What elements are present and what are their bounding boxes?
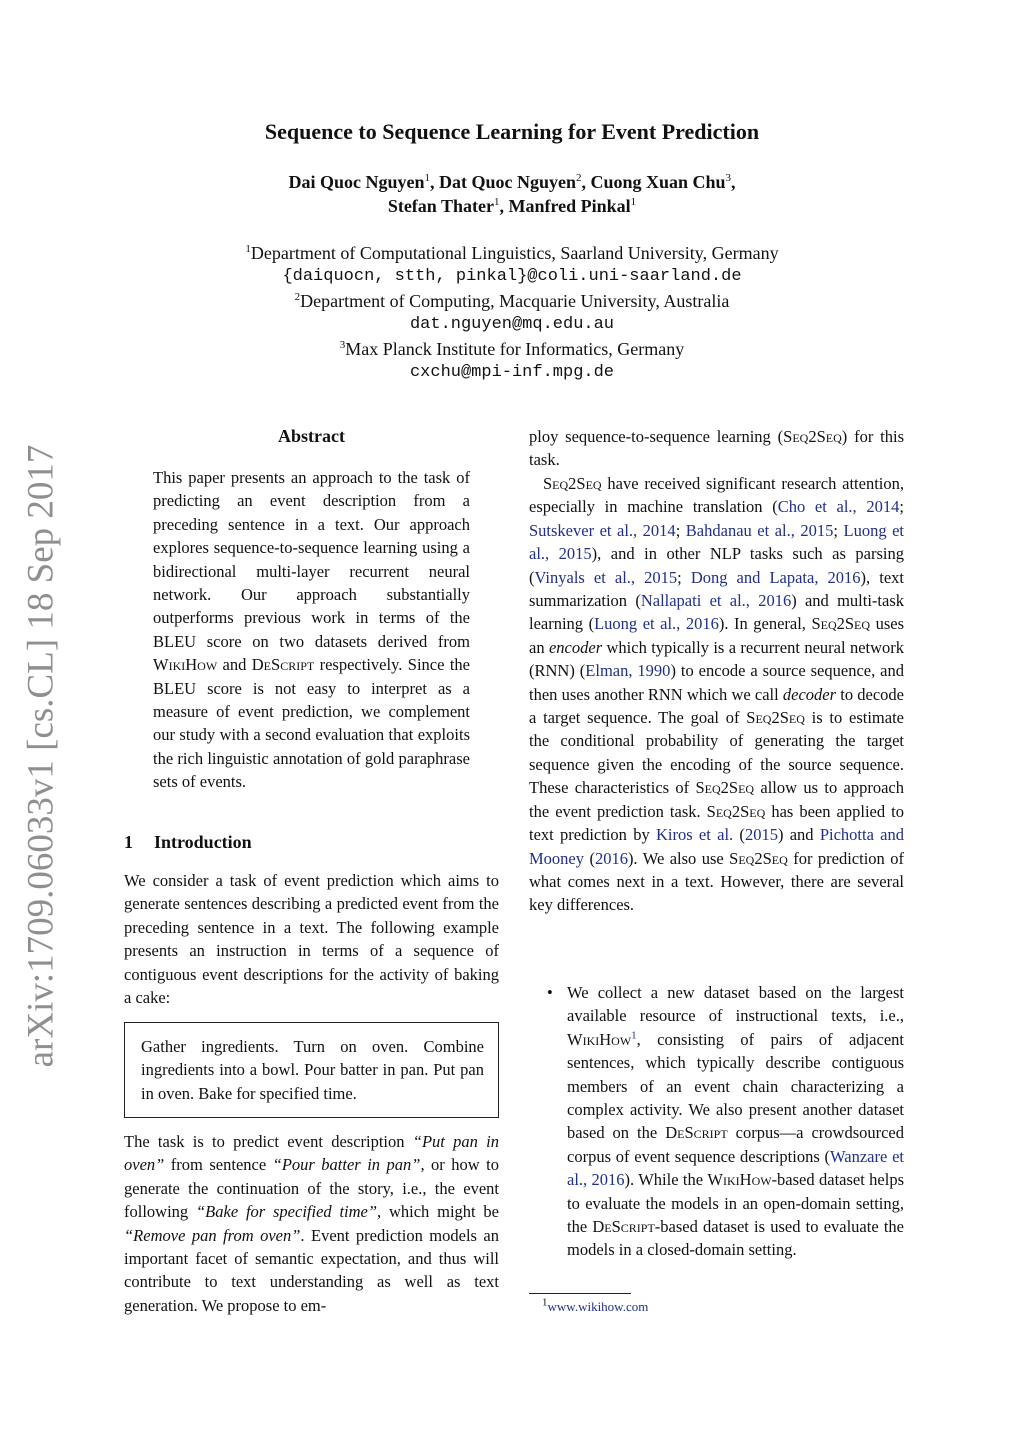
descript-term: DeScript bbox=[251, 655, 315, 675]
encoder-term: encoder bbox=[548, 637, 603, 657]
text: ) for this task. bbox=[529, 427, 904, 470]
affiliation-mark: 3 bbox=[339, 339, 346, 351]
text: -based dataset helps to evaluate the models in an open-domain setting, the bbox=[567, 1170, 904, 1237]
example-box: Gather ingredients. Turn on oven. Combine ingredients into a bowl. Pour batter in pan. Put pan in oven. Bake for specified time. bbox=[124, 1022, 499, 1118]
author-name: Dai Quoc Nguyen bbox=[288, 172, 425, 192]
list-item bbox=[529, 981, 904, 1262]
citation-link[interactable]: Cho et al., 2014 bbox=[777, 497, 900, 517]
seq2seq-term: Seq2Seq bbox=[729, 848, 788, 868]
seq2seq-term: Seq2Seq bbox=[695, 778, 755, 798]
wikihow-term: WikiHow bbox=[567, 1029, 632, 1049]
affiliation-email: cxchu@mpi-inf.mpg.de bbox=[409, 363, 615, 382]
text: ), and in other NLP tasks such as parsing ( bbox=[529, 544, 904, 587]
text: ). While the bbox=[624, 1170, 708, 1190]
author-name: Cuong Xuan Chu bbox=[590, 172, 726, 192]
affiliation-email: dat.nguyen@mq.edu.au bbox=[409, 315, 615, 334]
intro-paragraph-2 bbox=[124, 1130, 499, 1317]
author-line-1: Dai Quoc Nguyen$^1$, Dat Quoc Nguyen$^2$, Cuong Xuan Chu$^3$, bbox=[288, 172, 736, 192]
seq2seq-term: Seq2Seq bbox=[783, 427, 842, 446]
contribution-list bbox=[529, 981, 904, 1262]
affiliation-line bbox=[0, 289, 1024, 313]
author-affiliation-mark: 1 bbox=[630, 196, 637, 208]
text: ). In general, bbox=[718, 614, 812, 634]
text: is to estimate the conditional probability of generating the target sequence given the encoding of the source sequence. These characteristics of bbox=[529, 708, 904, 798]
affiliation-name: Max Planck Institute for Informatics, Germany bbox=[345, 339, 685, 359]
author-affiliation-mark: 1 bbox=[493, 196, 500, 208]
citation-link[interactable]: Sutskever et al., 2014 bbox=[529, 520, 676, 540]
text: has been applied to text prediction by bbox=[529, 801, 904, 845]
section-heading-introduction bbox=[124, 832, 252, 853]
affiliation-line bbox=[0, 241, 1024, 265]
author-name: Dat Quoc Nguyen bbox=[438, 172, 576, 192]
citation-link[interactable]: Vinyals et al., 2015 bbox=[534, 567, 678, 587]
bullet-icon: • bbox=[547, 983, 553, 1002]
footnote-link[interactable]: 1 bbox=[631, 1029, 637, 1042]
text: , consisting of pairs of adjacent sentences, which typically describe contiguous members of an event chain characterizing a complex activity. We also present another dataset based on the bbox=[567, 1029, 904, 1143]
wikihow-term: WikiHow bbox=[153, 655, 218, 675]
descript-term: DeScript bbox=[592, 1217, 655, 1237]
intro-paragraph-1: We consider a task of event prediction which aims to generate sentences describing a predicted event from the preceding sentence in a text. The following example presents an instruction in terms of a sequence of contiguous event descriptions for the activity of baking a cake: bbox=[124, 871, 499, 1008]
right-paragraph-2 bbox=[529, 472, 904, 917]
affiliation-mark: 1 bbox=[245, 243, 251, 255]
text: corpus—a crowdsourced corpus of event sequence descriptions ( bbox=[567, 1123, 905, 1166]
footnote-url-link[interactable]: www.wikihow.com bbox=[547, 1299, 649, 1314]
citation-link[interactable]: Pichotta and Mooney bbox=[529, 825, 905, 868]
text: ; bbox=[677, 567, 691, 587]
citation-link[interactable]: Wanzare et al., 2016 bbox=[567, 1146, 904, 1190]
text: ) and bbox=[777, 825, 820, 845]
abstract-text: This paper presents an approach to the task of predicting an event description from a preceding sentence in a text. Our approach explores sequence-to-sequence learning using a bidirectional multi-layer recurrent neural network. Our approach substantially outperforms previous work in terms of the BLEU score on two datasets derived from bbox=[153, 468, 470, 651]
quoted-event: “Put pan in oven” bbox=[124, 1132, 499, 1175]
author-name: Stefan Thater bbox=[387, 196, 494, 216]
citation-link[interactable]: 2016 bbox=[594, 848, 628, 868]
seq2seq-term: Seq2Seq bbox=[543, 474, 602, 493]
affiliation-block bbox=[0, 241, 1024, 385]
abstract-text: respectively. Since the BLEU score is not easy to interpret as a measure of event prediction, we complement our study with a second evaluation that exploits the rich linguistic annotation of gold paraphrase sets of events. bbox=[153, 655, 470, 792]
citation-link[interactable]: Elman, 1990 bbox=[585, 661, 671, 681]
abstract-text: and bbox=[217, 655, 252, 675]
affiliation-name: Department of Computing, Macquarie University, Australia bbox=[300, 291, 730, 311]
quoted-event: “Pour batter in pan” bbox=[272, 1155, 421, 1175]
author-line-2: Stefan Thater$^1$, Manfred Pinkal$^1$ bbox=[387, 196, 637, 216]
text: from sentence bbox=[164, 1155, 273, 1175]
affiliation-email: {daiquocn, stth, pinkal}@coli.uni-saarland.de bbox=[282, 267, 742, 286]
author-affiliation-mark: 3 bbox=[725, 172, 732, 184]
affiliation-mark: 2 bbox=[294, 291, 301, 303]
section-title: Introduction bbox=[154, 832, 252, 852]
author-affiliation-mark: 1 bbox=[424, 172, 430, 184]
text: ( bbox=[733, 825, 745, 845]
citation-link[interactable]: Luong et al., 2016 bbox=[594, 614, 719, 634]
affiliation-line bbox=[0, 337, 1024, 361]
text: The task is to predict event description bbox=[124, 1132, 413, 1151]
text: ) to encode a source sequence, and then uses another RNN which we call bbox=[529, 661, 904, 704]
arxiv-identifier: arXiv:1709.06033v1 [cs.CL] 18 Sep 2017 bbox=[20, 444, 62, 1068]
affiliation-name: Department of Computational Linguistics, Saarland University, Germany bbox=[250, 243, 779, 263]
text: -based dataset is used to evaluate the models in a closed-domain setting. bbox=[567, 1217, 904, 1260]
seq2seq-term: Seq2Seq bbox=[811, 614, 871, 634]
text: allow us to approach the event prediction task. bbox=[529, 778, 904, 821]
wikihow-term: WikiHow bbox=[707, 1170, 772, 1190]
citation-link[interactable]: Dong and Lapata, 2016 bbox=[690, 567, 861, 587]
text: ; bbox=[675, 520, 686, 540]
abstract-body bbox=[153, 466, 470, 794]
citation-link[interactable]: Nallapati et al., 2016 bbox=[640, 591, 792, 611]
text: ). We also use bbox=[627, 848, 730, 868]
seq2seq-term: Seq2Seq bbox=[746, 708, 805, 728]
text: ) and multi-task learning ( bbox=[529, 591, 904, 634]
footnote-mark: 1 bbox=[542, 1296, 548, 1309]
abstract-heading: Abstract bbox=[278, 426, 345, 446]
author-affiliation-mark: 2 bbox=[575, 172, 582, 184]
text: which typically is a recurrent neural network (RNN) ( bbox=[529, 637, 905, 681]
decoder-term: decoder bbox=[782, 684, 837, 704]
text: ), text summarization ( bbox=[529, 567, 904, 611]
paper-title: Sequence to Sequence Learning for Event Prediction bbox=[264, 119, 760, 144]
text: . Event prediction models an important facet of semantic expectation, and thus will contribute to text understanding as well as text generation. We propose to em- bbox=[124, 1225, 499, 1315]
right-paragraph-1 bbox=[529, 425, 904, 472]
text: We collect a new dataset based on the largest available resource of instructional texts, i.e., bbox=[567, 983, 904, 1026]
author-name: Manfred Pinkal bbox=[508, 196, 631, 216]
text: ( bbox=[584, 848, 595, 868]
text: have received significant research attention, especially in machine translation ( bbox=[529, 474, 904, 517]
quoted-event: “Bake for specified time” bbox=[195, 1202, 378, 1222]
seq2seq-term: Seq2Seq bbox=[706, 801, 766, 821]
arxiv-sidebar bbox=[20, 444, 62, 1068]
footnote-divider bbox=[529, 1293, 631, 1294]
text: , or how to generate the continuation of the story, i.e., the event following bbox=[124, 1155, 499, 1222]
text: ; bbox=[899, 497, 904, 517]
citation-link[interactable]: Luong et al., 2015 bbox=[529, 520, 905, 564]
citation-link[interactable]: Bahdanau et al., 2015 bbox=[685, 520, 834, 540]
citation-link[interactable]: 2015 bbox=[744, 825, 778, 845]
text: uses an bbox=[529, 614, 905, 657]
section-number: 1 bbox=[124, 832, 133, 852]
quoted-event: “Remove pan from oven” bbox=[124, 1225, 301, 1245]
text: for prediction of what comes next in a text. However, there are several key differences. bbox=[529, 848, 904, 915]
descript-term: DeScript bbox=[665, 1123, 728, 1143]
text: ; bbox=[833, 520, 844, 540]
text: to decode a target sequence. The goal of bbox=[529, 684, 904, 728]
author-list bbox=[0, 170, 1024, 218]
citation-link[interactable]: Kiros et al. bbox=[655, 825, 734, 845]
text: , which might be bbox=[377, 1202, 499, 1222]
footnote bbox=[542, 1298, 648, 1316]
text: ploy sequence-to-sequence learning ( bbox=[529, 427, 784, 446]
